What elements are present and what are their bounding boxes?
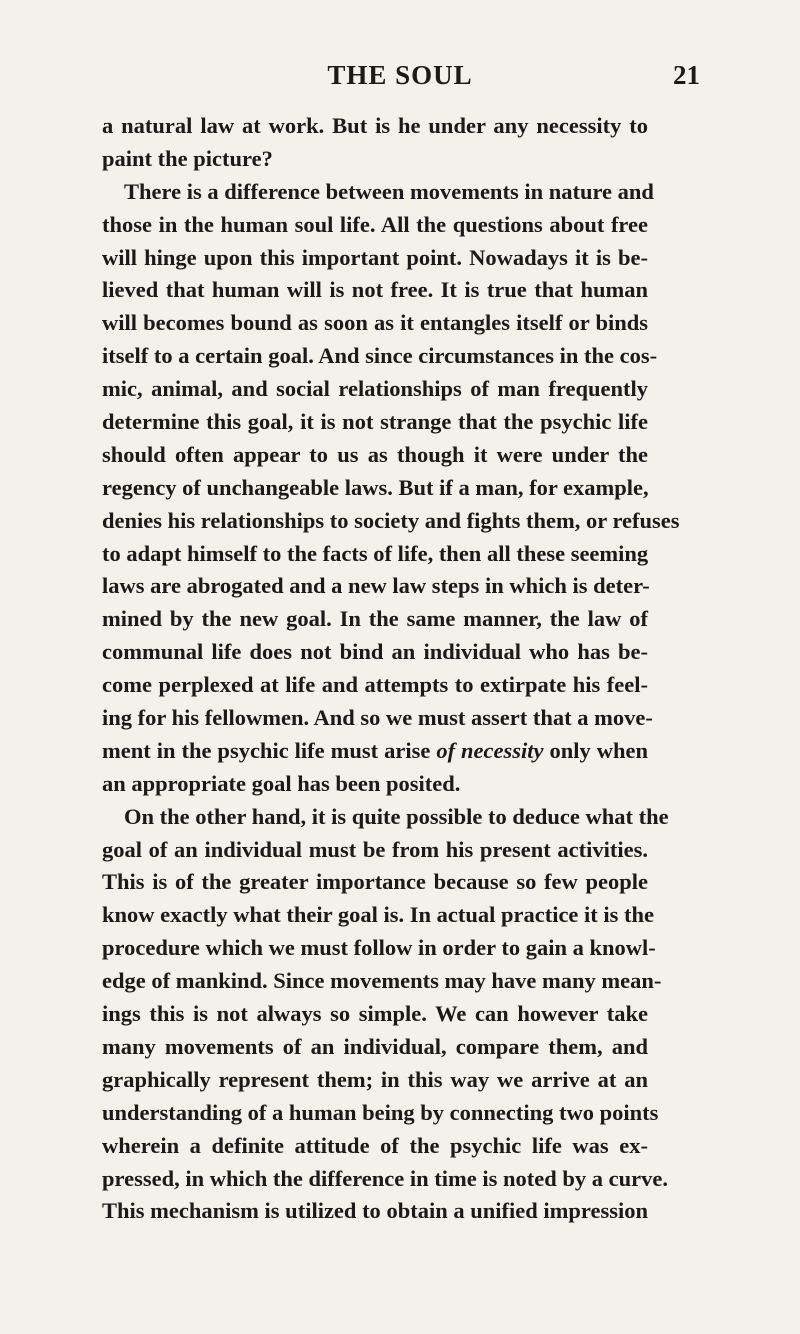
text-line: ings this is not always so simple. We can however take bbox=[102, 1001, 648, 1027]
text-line: mic, animal, and social relationships of man frequently bbox=[102, 376, 648, 402]
text-line: will becomes bound as soon as it entangles itself or binds bbox=[102, 310, 648, 336]
text-line: know exactly what their goal is. In actual practice it is the bbox=[102, 902, 655, 928]
text-line: an appropriate goal has been posited. bbox=[102, 770, 461, 796]
text-line: denies his relationships to society and fights them, or refuses bbox=[102, 507, 680, 533]
text-line: understanding of a human being by connecting two points bbox=[102, 1099, 659, 1125]
page-header bbox=[100, 60, 700, 100]
text-line: to adapt himself to the facts of life, then all these seeming bbox=[102, 540, 649, 566]
body-text bbox=[102, 110, 680, 1228]
text-line: come perplexed at life and attempts to extirpate his feel- bbox=[102, 672, 648, 698]
text-line: paint the picture? bbox=[102, 145, 273, 171]
text-line: a natural law at work. But is he under any necessity to bbox=[102, 113, 648, 138]
text-segment: ment in the psychic life must arise bbox=[102, 737, 437, 763]
text-line: should often appear to us as though it were under the bbox=[102, 441, 648, 467]
text-line: mined by the new goal. In the same manner, the law of bbox=[102, 606, 648, 632]
text-line: will hinge upon this important point. Nowadays it is be- bbox=[102, 244, 648, 270]
text-line: goal of an individual must be from his present activities. bbox=[102, 836, 648, 862]
italic-text: of necessity bbox=[436, 737, 544, 763]
text-line: communal life does not bind an individual who has be- bbox=[102, 639, 648, 665]
text-line: On the other hand, it is quite possible to deduce what the bbox=[124, 803, 669, 829]
running-title: THE SOUL bbox=[327, 60, 473, 90]
text-line: itself to a certain goal. And since circumstances in the cos- bbox=[102, 343, 658, 369]
text-line: those in the human soul life. All the questions about free bbox=[102, 211, 648, 237]
text-line: This is of the greater importance because so few people bbox=[102, 869, 648, 895]
text-line: ing for his fellowmen. And so we must assert that a move- bbox=[102, 705, 653, 731]
text-line: wherein a definite attitude of the psychic life was ex- bbox=[102, 1132, 648, 1158]
text-line: There is a difference between movements in nature and bbox=[124, 178, 654, 204]
text-line: lieved that human will is not free. It is true that human bbox=[102, 277, 648, 303]
page-number: 21 bbox=[673, 60, 700, 90]
text-line: regency of unchangeable laws. But if a man, for example, bbox=[102, 474, 649, 500]
text-line: laws are abrogated and a new law steps in which is deter- bbox=[102, 573, 650, 599]
text-line: procedure which we must follow in order to gain a knowl- bbox=[102, 935, 656, 961]
text-line bbox=[102, 735, 648, 768]
text-line: pressed, in which the difference in time is noted by a curve. bbox=[102, 1165, 669, 1191]
text-line: graphically represent them; in this way we arrive at an bbox=[102, 1066, 648, 1092]
text-line: This mechanism is utilized to obtain a unified impression bbox=[102, 1198, 648, 1224]
text-line: many movements of an individual, compare them, and bbox=[102, 1033, 648, 1059]
text-line: edge of mankind. Since movements may have many mean- bbox=[102, 968, 662, 994]
text-line: determine this goal, it is not strange that the psychic life bbox=[102, 409, 648, 435]
text-segment: only when bbox=[543, 737, 649, 763]
